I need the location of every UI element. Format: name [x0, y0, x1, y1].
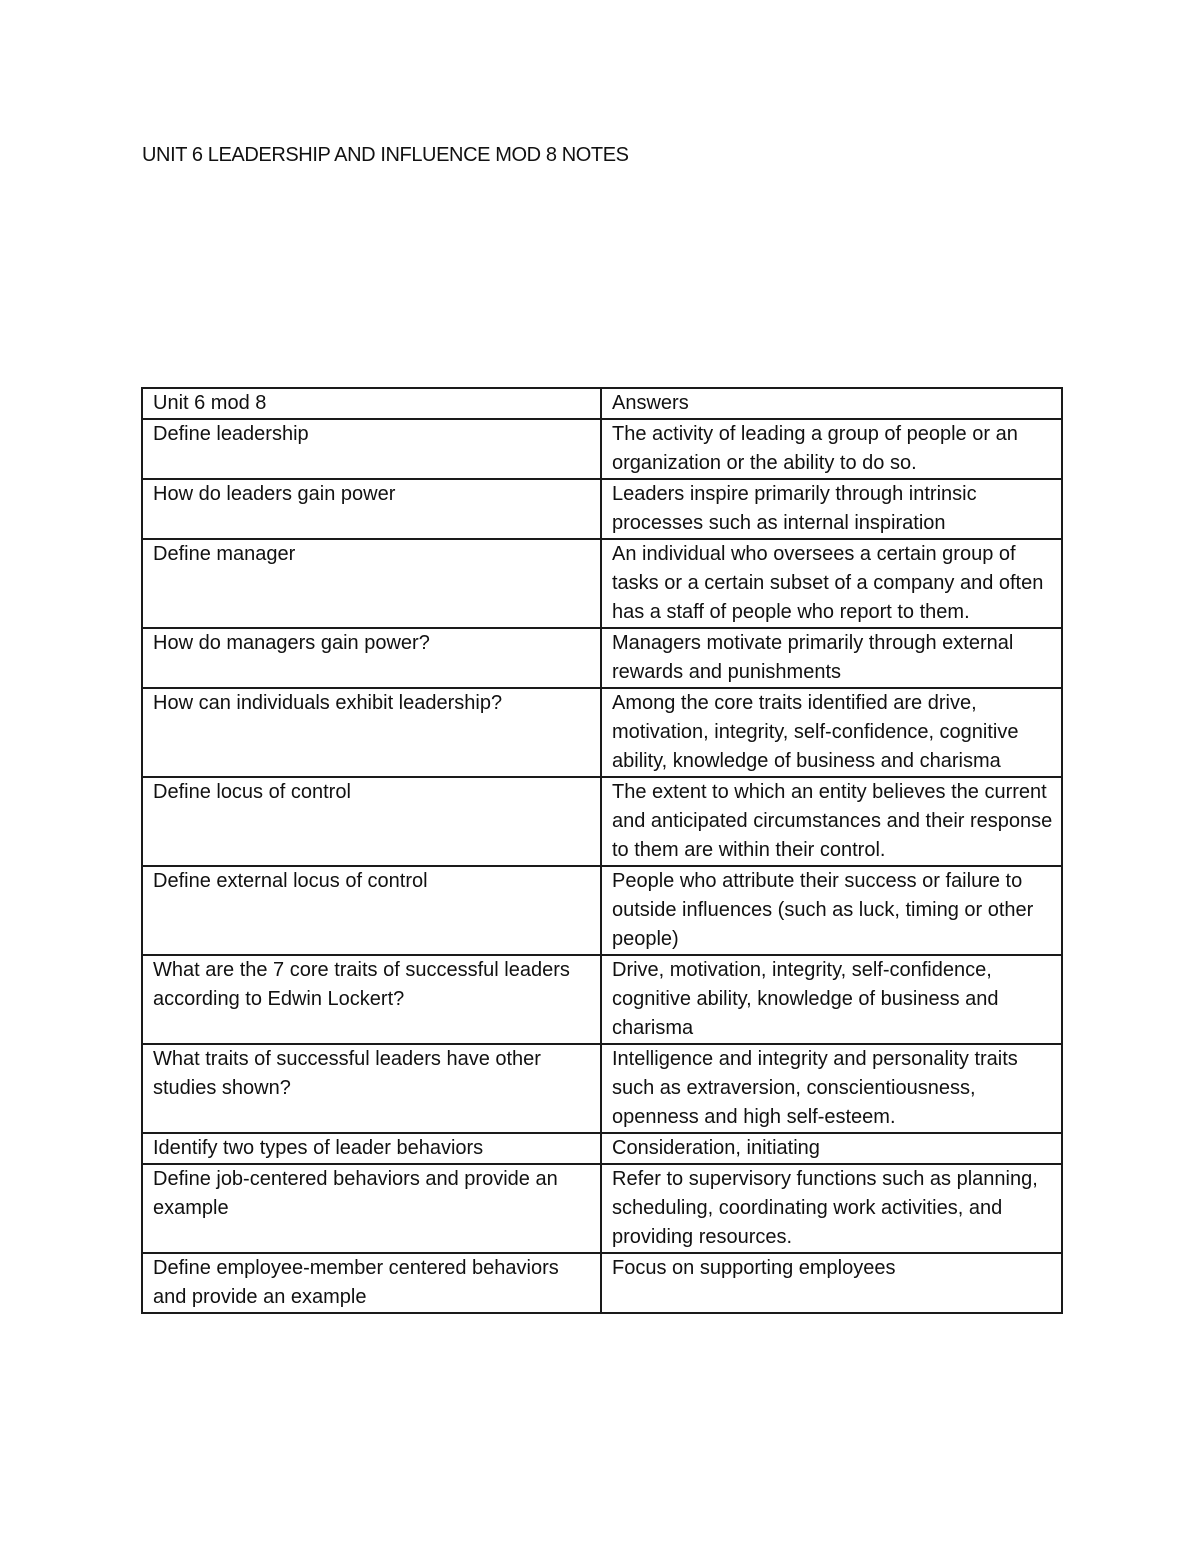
- question-cell: Identify two types of leader behaviors: [142, 1133, 601, 1164]
- notes-table: [141, 387, 1063, 1314]
- header-cell-answer: Answers: [601, 388, 1062, 419]
- answer-cell: The activity of leading a group of people or an organization or the ability to do so.: [601, 419, 1062, 479]
- question-cell: How do leaders gain power: [142, 479, 601, 539]
- table-row: [142, 419, 1062, 479]
- question-cell: Define locus of control: [142, 777, 601, 866]
- table-row: [142, 628, 1062, 688]
- answer-cell: An individual who oversees a certain group of tasks or a certain subset of a company and often has a staff of people who report to them.: [601, 539, 1062, 628]
- question-cell: Define job-centered behaviors and provide an example: [142, 1164, 601, 1253]
- document-title: UNIT 6 LEADERSHIP AND INFLUENCE MOD 8 NOTES: [142, 144, 629, 166]
- table-row: [142, 777, 1062, 866]
- answer-cell: Refer to supervisory functions such as planning, scheduling, coordinating work activities, and providing resources.: [601, 1164, 1062, 1253]
- question-cell: How do managers gain power?: [142, 628, 601, 688]
- table-row: [142, 1044, 1062, 1133]
- header-cell-question: Unit 6 mod 8: [142, 388, 601, 419]
- table-row: [142, 866, 1062, 955]
- question-cell: What traits of successful leaders have other studies shown?: [142, 1044, 601, 1133]
- table-row: [142, 955, 1062, 1044]
- answer-cell: Drive, motivation, integrity, self-confidence, cognitive ability, knowledge of business and charisma: [601, 955, 1062, 1044]
- question-cell: How can individuals exhibit leadership?: [142, 688, 601, 777]
- answer-cell: Consideration, initiating: [601, 1133, 1062, 1164]
- table-row: [142, 479, 1062, 539]
- question-cell: Define employee-member centered behaviors and provide an example: [142, 1253, 601, 1313]
- question-cell: Define external locus of control: [142, 866, 601, 955]
- table-row: [142, 688, 1062, 777]
- answer-cell: People who attribute their success or failure to outside influences (such as luck, timing or other people): [601, 866, 1062, 955]
- answer-cell: Intelligence and integrity and personality traits such as extraversion, conscientiousness, openness and high self-esteem.: [601, 1044, 1062, 1133]
- answer-cell: Leaders inspire primarily through intrinsic processes such as internal inspiration: [601, 479, 1062, 539]
- answer-cell: Focus on supporting employees: [601, 1253, 1062, 1313]
- table-row: [142, 1133, 1062, 1164]
- answer-cell: Among the core traits identified are drive, motivation, integrity, self-confidence, cognitive ability, knowledge of business and charisma: [601, 688, 1062, 777]
- question-cell: What are the 7 core traits of successful leaders according to Edwin Lockert?: [142, 955, 601, 1044]
- question-cell: Define leadership: [142, 419, 601, 479]
- table-row: [142, 1164, 1062, 1253]
- table-header-row: [142, 388, 1062, 419]
- table-row: [142, 1253, 1062, 1313]
- answer-cell: Managers motivate primarily through external rewards and punishments: [601, 628, 1062, 688]
- question-cell: Define manager: [142, 539, 601, 628]
- answer-cell: The extent to which an entity believes the current and anticipated circumstances and their response to them are within their control.: [601, 777, 1062, 866]
- table-row: [142, 539, 1062, 628]
